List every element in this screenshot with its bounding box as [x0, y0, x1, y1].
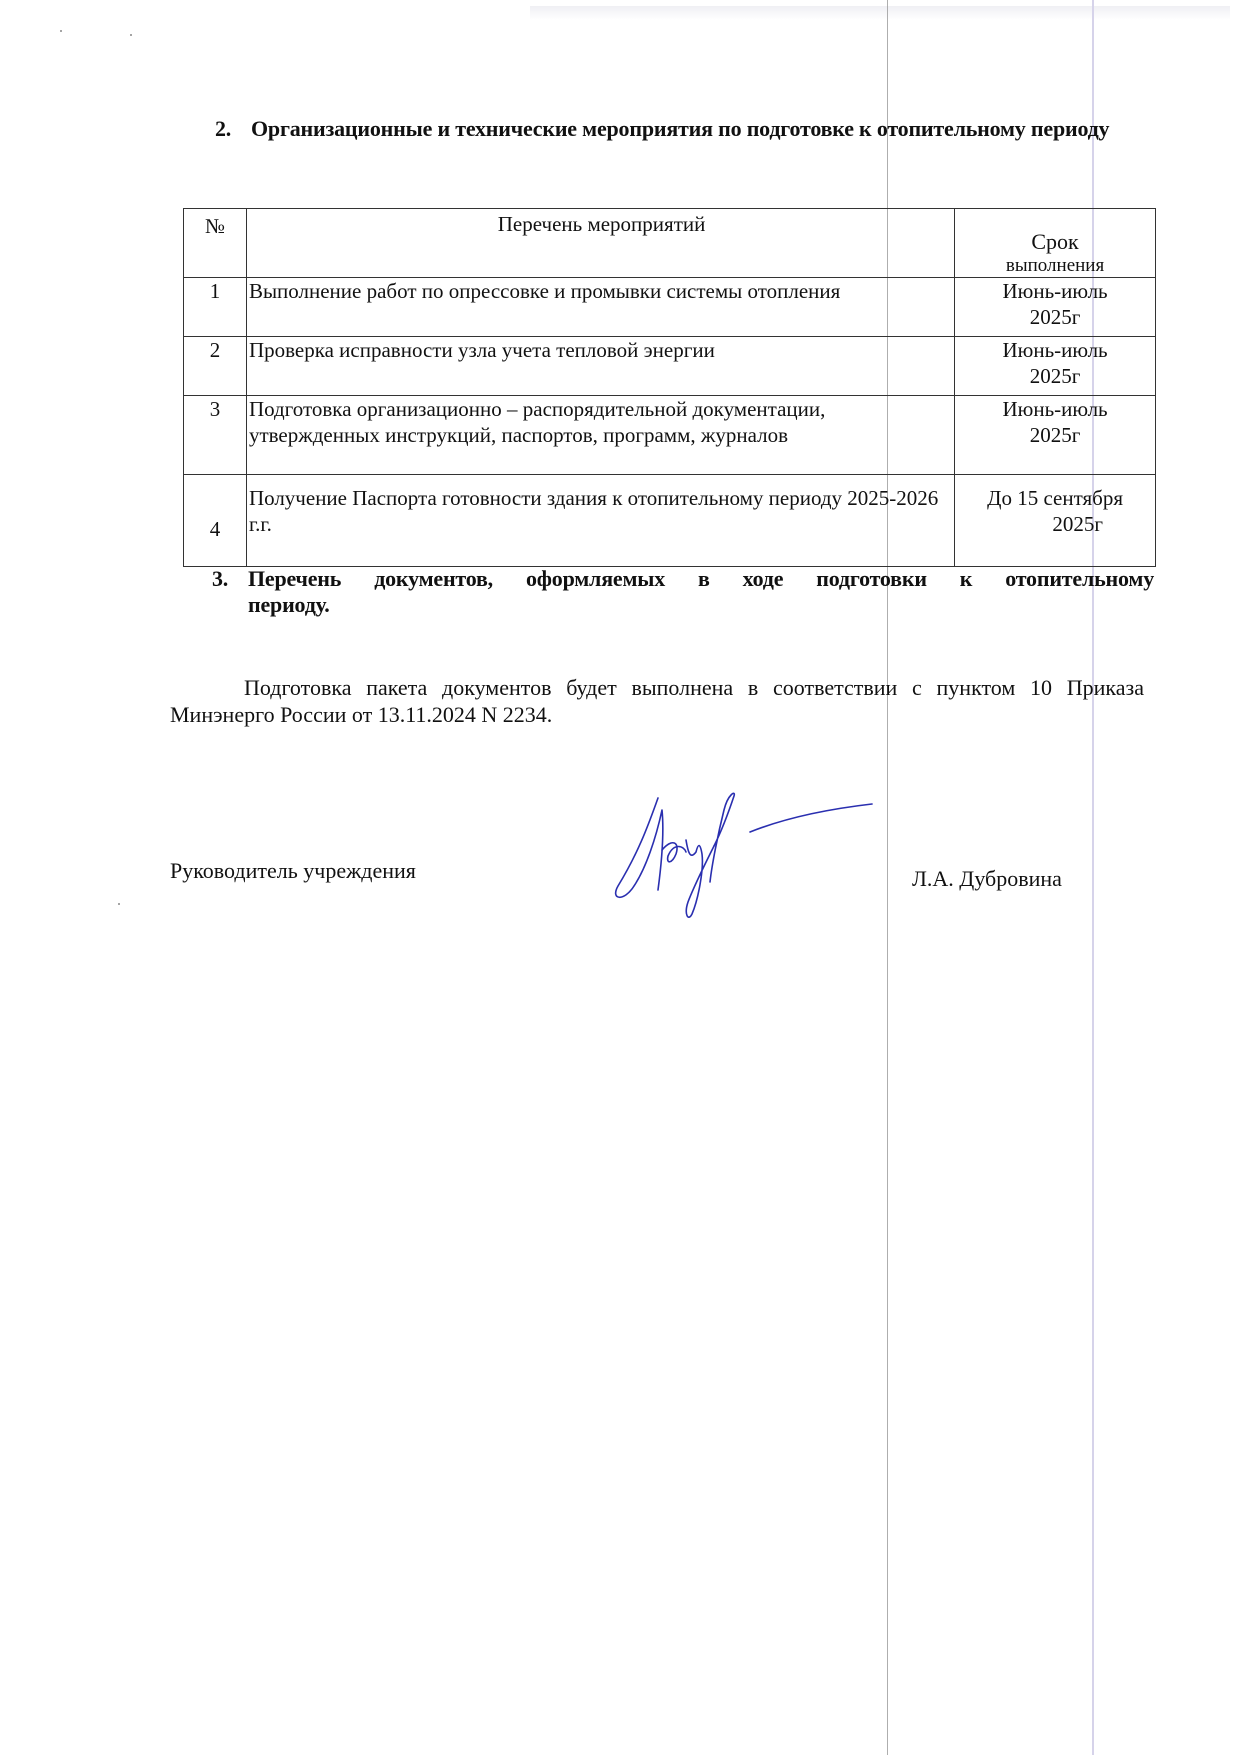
header-deadline-line1: Срок [1031, 229, 1079, 254]
section-title [248, 566, 1154, 618]
deadline-line2: 2025г [1029, 305, 1081, 329]
signatory-role: Руководитель учреждения [170, 858, 416, 883]
deadline-line2: 2025г [1029, 364, 1081, 388]
row-activity: Подготовка организационно – распорядительной документации, утвержденных инструкций, паспортов, программ, журналов [246, 396, 954, 475]
signatory-name: Л.А. Дубровина [912, 866, 1062, 891]
signature-stroke [616, 798, 663, 897]
signature-stroke [662, 843, 686, 862]
deadline-line1: Июнь-июль [1002, 397, 1108, 421]
table-row [184, 278, 1156, 337]
activities-table [183, 208, 1156, 567]
deadline-line2: 2025г [1052, 512, 1103, 536]
row-activity: Выполнение работ по опрессовке и промывки системы отопления [246, 278, 954, 337]
row-number: 2 [184, 337, 247, 396]
section-2-heading [215, 116, 1155, 172]
deadline-line1: Июнь-июль [1002, 279, 1108, 303]
deadline-line1: До 15 сентября [987, 486, 1123, 510]
row-deadline [955, 475, 1156, 567]
section-title-line1: Перечень документов, оформляемых в ходе подготовки к отопительному [248, 566, 1154, 591]
section-title-line2: периоду. [248, 592, 330, 617]
table-row [184, 337, 1156, 396]
scan-speck [60, 30, 62, 32]
row-activity: Проверка исправности узла учета тепловой энергии [246, 337, 954, 396]
section-number: 2. [215, 116, 232, 141]
scan-artifact-top [530, 6, 1230, 20]
section-3-heading [212, 566, 1157, 622]
section-number: 3. [212, 566, 229, 591]
handwritten-signature [610, 790, 880, 920]
scan-speck [118, 903, 120, 905]
table-header-row [184, 209, 1156, 278]
row-deadline [955, 396, 1156, 475]
row-activity: Получение Паспорта готовности здания к отопительному периоду 2025-2026 г.г. [246, 475, 954, 567]
signature-stroke [750, 804, 872, 832]
header-deadline [955, 209, 1156, 278]
scan-speck [130, 34, 132, 36]
header-deadline-line2: выполнения [1005, 255, 1105, 276]
row-number: 1 [184, 278, 247, 337]
row-deadline [955, 278, 1156, 337]
row-number: 3 [184, 396, 247, 475]
deadline-line1: Июнь-июль [1002, 338, 1108, 362]
signature-stroke [710, 793, 734, 882]
table-row [184, 475, 1156, 567]
body-paragraph: Подготовка пакета документов будет выполнена в соответствии с пунктом 10 Приказа Минэнерго России от 13.11.2024 N 2234. [170, 675, 1144, 727]
header-activity: Перечень мероприятий [246, 209, 954, 278]
table-row [184, 396, 1156, 475]
section-title: Организационные и технические мероприятия по подготовке к отопительному периоду [251, 116, 1110, 141]
row-number: 4 [184, 475, 247, 567]
row-deadline [955, 337, 1156, 396]
header-number: № [184, 209, 247, 278]
deadline-line2: 2025г [1029, 423, 1081, 447]
